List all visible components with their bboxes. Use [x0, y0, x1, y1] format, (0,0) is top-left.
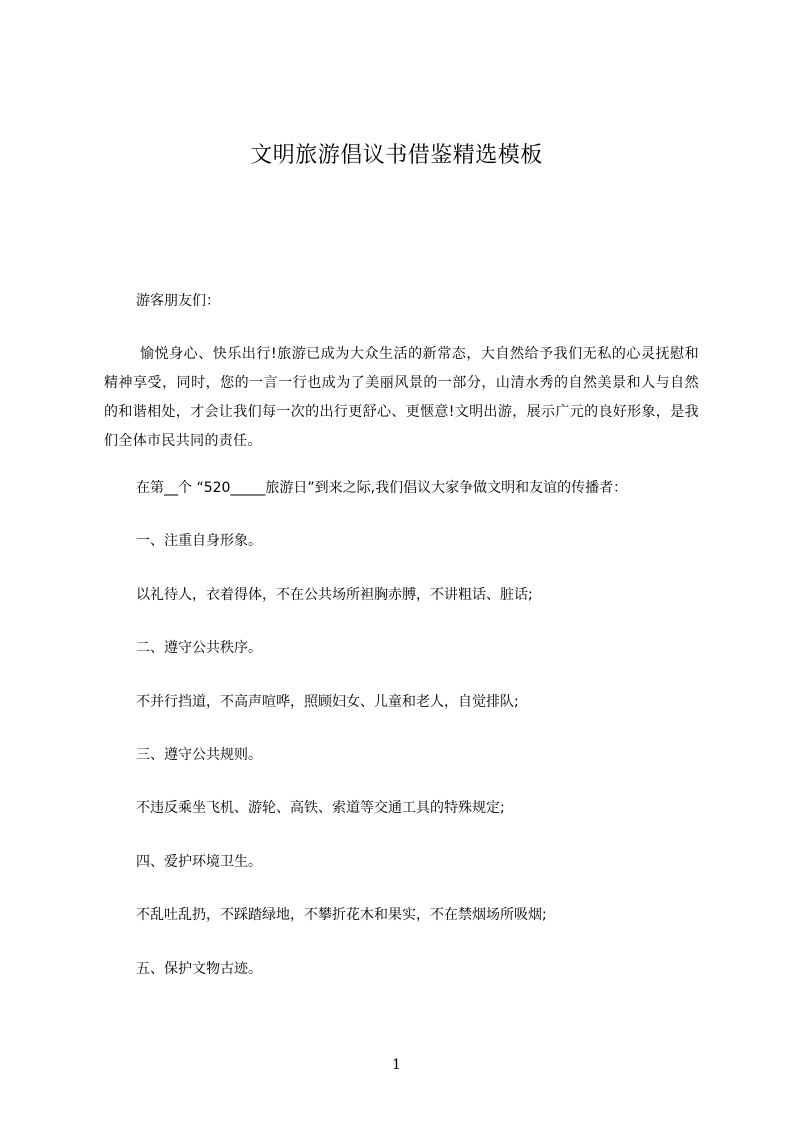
greeting: 游客朋友们： [136, 293, 220, 309]
page-number: 1 [392, 1057, 401, 1073]
section-heading-5: 五、保护文物古迹。 [136, 961, 262, 977]
section-body-2: 不并行挡道，不高声喧哗，照顾妇女、儿童和老人，自觉排队; [136, 694, 519, 710]
section-heading-2: 二、遵守公共秩序。 [136, 640, 262, 656]
section-heading-1: 一、注重自身形象。 [136, 533, 262, 549]
section-body-3: 不违反乘坐飞机、游轮、高铁、索道等交通工具的特殊规定; [136, 800, 505, 816]
occasion-paragraph: 在第__个 “520_____旅游日”到来之际,我们倡议大家争做文明和友谊的传播者： [136, 480, 628, 496]
section-body-4: 不乱吐乱扔，不踩踏绿地，不攀折花木和果实，不在禁烟场所吸烟; [136, 907, 547, 923]
document-title: 文明旅游倡议书借鉴精选模板 [250, 143, 543, 168]
section-body-1: 以礼待人，衣着得体，不在公共场所袒胸赤膊，不讲粗话、脏话; [136, 587, 533, 603]
intro-paragraph: 愉悦身心、快乐出行!旅游已成为大众生活的新常态，大自然给予我们无私的心灵抚慰和精神享受，同时，您的一言一行也成为了美丽风景的一部分，山清水秀的自然美景和人与自然的和谐相处，才会让我们每一次的出行更舒心、更惬意!文明出游，展示广元的良好形象，是我们全体市民共同的责任。 [104, 346, 699, 449]
section-heading-3: 三、遵守公共规则。 [136, 747, 262, 763]
section-heading-4: 四、爱护环境卫生。 [136, 854, 262, 870]
